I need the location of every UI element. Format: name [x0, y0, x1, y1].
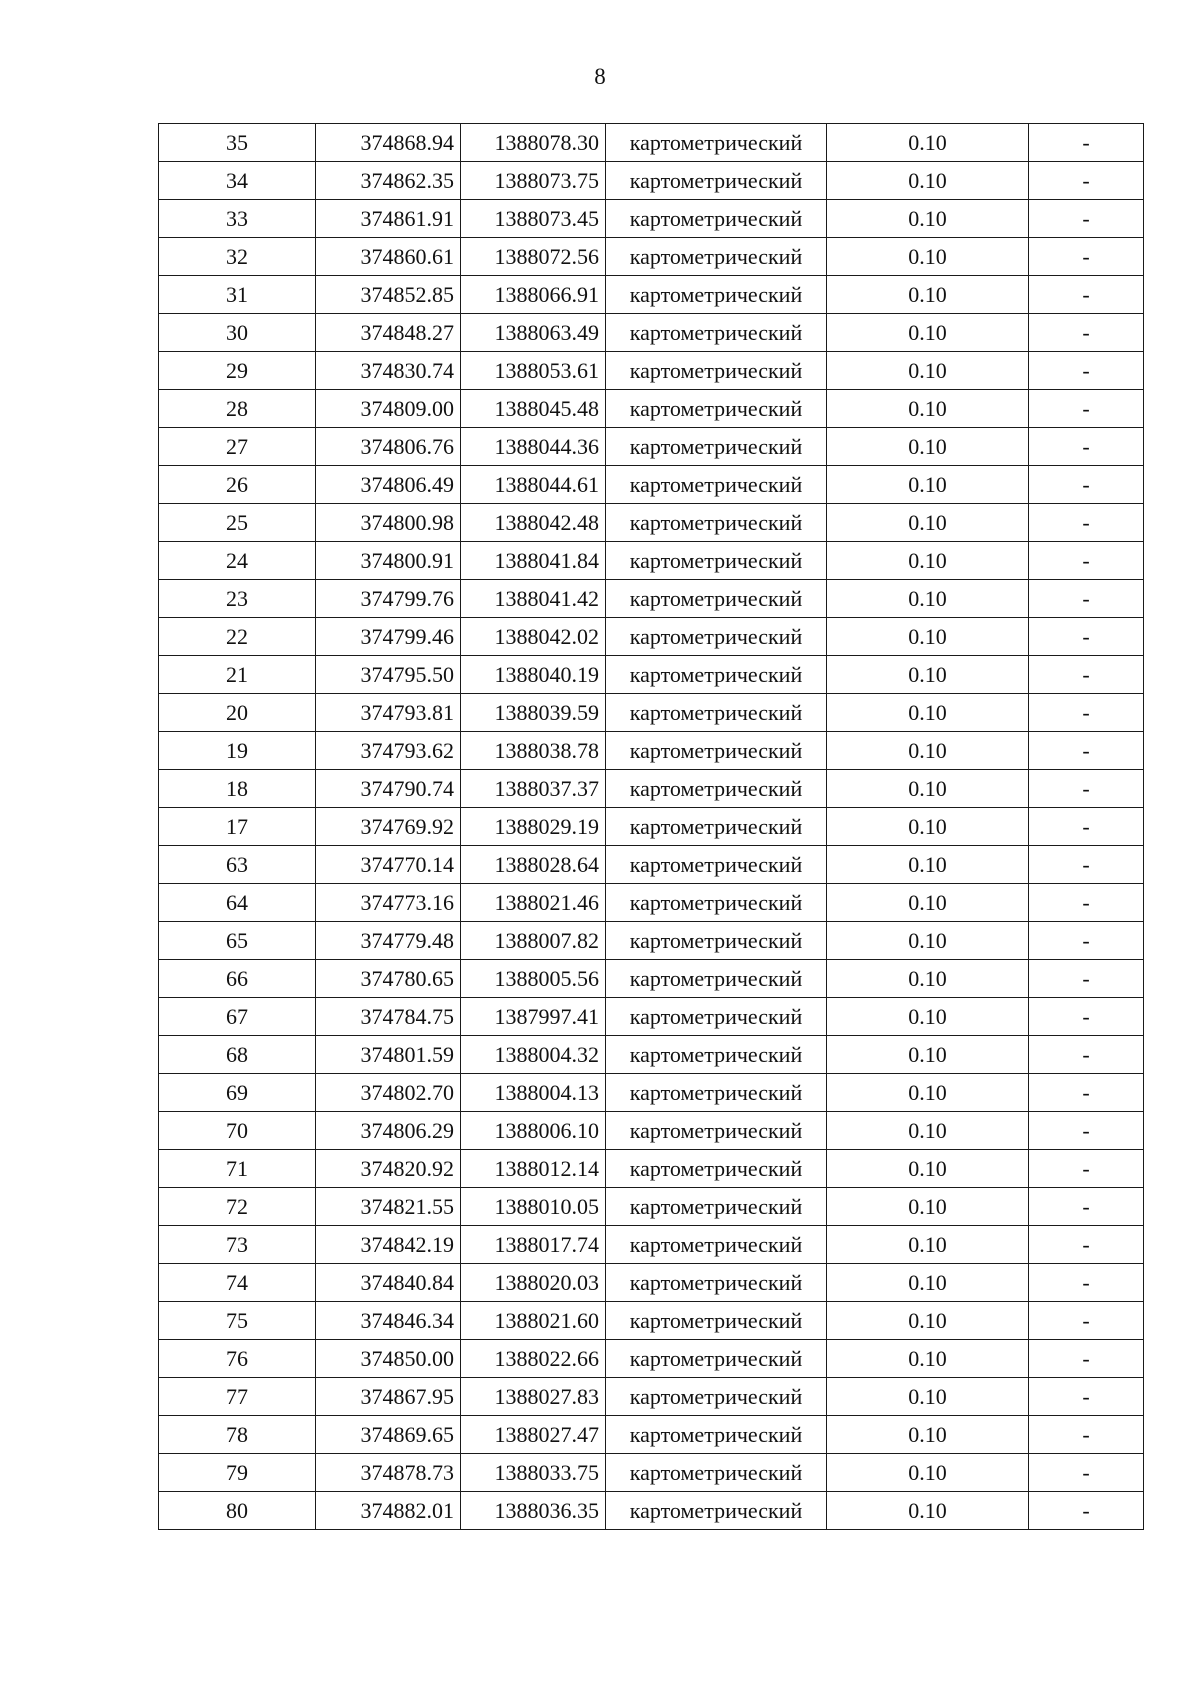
method-cell: картометрический [606, 1074, 827, 1112]
method-cell: картометрический [606, 504, 827, 542]
note-cell: - [1029, 390, 1144, 428]
method-cell: картометрический [606, 1492, 827, 1530]
x-coordinate-cell: 374820.92 [316, 1150, 461, 1188]
method-cell: картометрический [606, 808, 827, 846]
point-number-cell: 26 [159, 466, 316, 504]
table-row [159, 656, 1144, 694]
y-coordinate-cell: 1388039.59 [461, 694, 606, 732]
x-coordinate-cell: 374869.65 [316, 1416, 461, 1454]
x-coordinate-cell: 374806.49 [316, 466, 461, 504]
y-coordinate-cell: 1388021.60 [461, 1302, 606, 1340]
point-number-cell: 65 [159, 922, 316, 960]
point-number-cell: 78 [159, 1416, 316, 1454]
point-number-cell: 30 [159, 314, 316, 352]
x-coordinate-cell: 374821.55 [316, 1188, 461, 1226]
table-row [159, 732, 1144, 770]
y-coordinate-cell: 1388040.19 [461, 656, 606, 694]
accuracy-cell: 0.10 [827, 390, 1029, 428]
y-coordinate-cell: 1388007.82 [461, 922, 606, 960]
method-cell: картометрический [606, 960, 827, 998]
note-cell: - [1029, 1454, 1144, 1492]
x-coordinate-cell: 374806.76 [316, 428, 461, 466]
method-cell: картометрический [606, 770, 827, 808]
y-coordinate-cell: 1388072.56 [461, 238, 606, 276]
table-row [159, 466, 1144, 504]
x-coordinate-cell: 374769.92 [316, 808, 461, 846]
point-number-cell: 22 [159, 618, 316, 656]
point-number-cell: 67 [159, 998, 316, 1036]
x-coordinate-cell: 374800.91 [316, 542, 461, 580]
point-number-cell: 20 [159, 694, 316, 732]
method-cell: картометрический [606, 998, 827, 1036]
note-cell: - [1029, 238, 1144, 276]
y-coordinate-cell: 1388073.45 [461, 200, 606, 238]
coordinates-table-body [159, 124, 1144, 1530]
point-number-cell: 72 [159, 1188, 316, 1226]
table-row [159, 1492, 1144, 1530]
accuracy-cell: 0.10 [827, 770, 1029, 808]
accuracy-cell: 0.10 [827, 656, 1029, 694]
x-coordinate-cell: 374770.14 [316, 846, 461, 884]
method-cell: картометрический [606, 1150, 827, 1188]
point-number-cell: 28 [159, 390, 316, 428]
accuracy-cell: 0.10 [827, 504, 1029, 542]
y-coordinate-cell: 1388037.37 [461, 770, 606, 808]
point-number-cell: 24 [159, 542, 316, 580]
table-row [159, 1454, 1144, 1492]
table-row [159, 998, 1144, 1036]
point-number-cell: 18 [159, 770, 316, 808]
y-coordinate-cell: 1388041.84 [461, 542, 606, 580]
method-cell: картометрический [606, 732, 827, 770]
point-number-cell: 19 [159, 732, 316, 770]
y-coordinate-cell: 1388027.83 [461, 1378, 606, 1416]
y-coordinate-cell: 1388029.19 [461, 808, 606, 846]
y-coordinate-cell: 1388027.47 [461, 1416, 606, 1454]
point-number-cell: 21 [159, 656, 316, 694]
x-coordinate-cell: 374790.74 [316, 770, 461, 808]
method-cell: картометрический [606, 1226, 827, 1264]
x-coordinate-cell: 374773.16 [316, 884, 461, 922]
y-coordinate-cell: 1388044.36 [461, 428, 606, 466]
accuracy-cell: 0.10 [827, 200, 1029, 238]
note-cell: - [1029, 694, 1144, 732]
table-row [159, 1036, 1144, 1074]
note-cell: - [1029, 1036, 1144, 1074]
accuracy-cell: 0.10 [827, 732, 1029, 770]
y-coordinate-cell: 1388004.13 [461, 1074, 606, 1112]
x-coordinate-cell: 374793.81 [316, 694, 461, 732]
table-row [159, 390, 1144, 428]
method-cell: картометрический [606, 846, 827, 884]
x-coordinate-cell: 374878.73 [316, 1454, 461, 1492]
method-cell: картометрический [606, 466, 827, 504]
point-number-cell: 25 [159, 504, 316, 542]
table-row [159, 200, 1144, 238]
y-coordinate-cell: 1388045.48 [461, 390, 606, 428]
y-coordinate-cell: 1388078.30 [461, 124, 606, 162]
method-cell: картометрический [606, 162, 827, 200]
accuracy-cell: 0.10 [827, 1036, 1029, 1074]
y-coordinate-cell: 1388063.49 [461, 314, 606, 352]
method-cell: картометрический [606, 1112, 827, 1150]
accuracy-cell: 0.10 [827, 238, 1029, 276]
note-cell: - [1029, 504, 1144, 542]
x-coordinate-cell: 374795.50 [316, 656, 461, 694]
method-cell: картометрический [606, 428, 827, 466]
note-cell: - [1029, 1226, 1144, 1264]
table-row [159, 960, 1144, 998]
point-number-cell: 34 [159, 162, 316, 200]
accuracy-cell: 0.10 [827, 1416, 1029, 1454]
method-cell: картометрический [606, 542, 827, 580]
method-cell: картометрический [606, 1188, 827, 1226]
x-coordinate-cell: 374850.00 [316, 1340, 461, 1378]
note-cell: - [1029, 200, 1144, 238]
x-coordinate-cell: 374852.85 [316, 276, 461, 314]
table-row [159, 1150, 1144, 1188]
note-cell: - [1029, 1416, 1144, 1454]
method-cell: картометрический [606, 1264, 827, 1302]
table-row [159, 580, 1144, 618]
table-row [159, 618, 1144, 656]
page-number: 8 [594, 64, 606, 89]
y-coordinate-cell: 1388028.64 [461, 846, 606, 884]
table-row [159, 124, 1144, 162]
y-coordinate-cell: 1388021.46 [461, 884, 606, 922]
table-row [159, 276, 1144, 314]
method-cell: картометрический [606, 314, 827, 352]
x-coordinate-cell: 374799.46 [316, 618, 461, 656]
x-coordinate-cell: 374861.91 [316, 200, 461, 238]
y-coordinate-cell: 1388073.75 [461, 162, 606, 200]
note-cell: - [1029, 124, 1144, 162]
method-cell: картометрический [606, 580, 827, 618]
table-row [159, 1112, 1144, 1150]
method-cell: картометрический [606, 200, 827, 238]
y-coordinate-cell: 1388012.14 [461, 1150, 606, 1188]
table-row [159, 1264, 1144, 1302]
method-cell: картометрический [606, 1416, 827, 1454]
table-row [159, 504, 1144, 542]
point-number-cell: 29 [159, 352, 316, 390]
method-cell: картометрический [606, 276, 827, 314]
note-cell: - [1029, 922, 1144, 960]
note-cell: - [1029, 998, 1144, 1036]
method-cell: картометрический [606, 618, 827, 656]
method-cell: картометрический [606, 1302, 827, 1340]
table-row [159, 694, 1144, 732]
coordinates-table [158, 123, 1144, 1530]
point-number-cell: 75 [159, 1302, 316, 1340]
y-coordinate-cell: 1388042.48 [461, 504, 606, 542]
point-number-cell: 17 [159, 808, 316, 846]
point-number-cell: 63 [159, 846, 316, 884]
table-row [159, 846, 1144, 884]
accuracy-cell: 0.10 [827, 580, 1029, 618]
note-cell: - [1029, 618, 1144, 656]
table-row [159, 428, 1144, 466]
accuracy-cell: 0.10 [827, 1226, 1029, 1264]
x-coordinate-cell: 374780.65 [316, 960, 461, 998]
point-number-cell: 64 [159, 884, 316, 922]
table-row [159, 1074, 1144, 1112]
accuracy-cell: 0.10 [827, 1302, 1029, 1340]
x-coordinate-cell: 374779.48 [316, 922, 461, 960]
x-coordinate-cell: 374867.95 [316, 1378, 461, 1416]
note-cell: - [1029, 846, 1144, 884]
note-cell: - [1029, 1188, 1144, 1226]
table-row [159, 314, 1144, 352]
accuracy-cell: 0.10 [827, 542, 1029, 580]
x-coordinate-cell: 374800.98 [316, 504, 461, 542]
y-coordinate-cell: 1388053.61 [461, 352, 606, 390]
accuracy-cell: 0.10 [827, 846, 1029, 884]
x-coordinate-cell: 374862.35 [316, 162, 461, 200]
table-row [159, 884, 1144, 922]
x-coordinate-cell: 374799.76 [316, 580, 461, 618]
table-row [159, 1416, 1144, 1454]
y-coordinate-cell: 1388033.75 [461, 1454, 606, 1492]
point-number-cell: 79 [159, 1454, 316, 1492]
point-number-cell: 66 [159, 960, 316, 998]
note-cell: - [1029, 1074, 1144, 1112]
accuracy-cell: 0.10 [827, 428, 1029, 466]
table-row [159, 352, 1144, 390]
accuracy-cell: 0.10 [827, 1264, 1029, 1302]
y-coordinate-cell: 1388041.42 [461, 580, 606, 618]
note-cell: - [1029, 1340, 1144, 1378]
accuracy-cell: 0.10 [827, 162, 1029, 200]
table-row [159, 808, 1144, 846]
table-row [159, 1378, 1144, 1416]
table-row [159, 1340, 1144, 1378]
point-number-cell: 23 [159, 580, 316, 618]
method-cell: картометрический [606, 694, 827, 732]
accuracy-cell: 0.10 [827, 884, 1029, 922]
table-row [159, 1188, 1144, 1226]
note-cell: - [1029, 1492, 1144, 1530]
y-coordinate-cell: 1388010.05 [461, 1188, 606, 1226]
accuracy-cell: 0.10 [827, 1378, 1029, 1416]
method-cell: картометрический [606, 238, 827, 276]
accuracy-cell: 0.10 [827, 1112, 1029, 1150]
note-cell: - [1029, 466, 1144, 504]
table-row [159, 1226, 1144, 1264]
x-coordinate-cell: 374860.61 [316, 238, 461, 276]
note-cell: - [1029, 770, 1144, 808]
x-coordinate-cell: 374842.19 [316, 1226, 461, 1264]
point-number-cell: 71 [159, 1150, 316, 1188]
note-cell: - [1029, 580, 1144, 618]
note-cell: - [1029, 542, 1144, 580]
y-coordinate-cell: 1387997.41 [461, 998, 606, 1036]
y-coordinate-cell: 1388006.10 [461, 1112, 606, 1150]
accuracy-cell: 0.10 [827, 314, 1029, 352]
method-cell: картометрический [606, 1340, 827, 1378]
accuracy-cell: 0.10 [827, 276, 1029, 314]
accuracy-cell: 0.10 [827, 922, 1029, 960]
y-coordinate-cell: 1388036.35 [461, 1492, 606, 1530]
accuracy-cell: 0.10 [827, 1150, 1029, 1188]
method-cell: картометрический [606, 1378, 827, 1416]
note-cell: - [1029, 162, 1144, 200]
y-coordinate-cell: 1388004.32 [461, 1036, 606, 1074]
x-coordinate-cell: 374882.01 [316, 1492, 461, 1530]
note-cell: - [1029, 314, 1144, 352]
x-coordinate-cell: 374801.59 [316, 1036, 461, 1074]
x-coordinate-cell: 374802.70 [316, 1074, 461, 1112]
accuracy-cell: 0.10 [827, 960, 1029, 998]
y-coordinate-cell: 1388020.03 [461, 1264, 606, 1302]
method-cell: картометрический [606, 1036, 827, 1074]
method-cell: картометрический [606, 124, 827, 162]
method-cell: картометрический [606, 1454, 827, 1492]
method-cell: картометрический [606, 656, 827, 694]
method-cell: картометрический [606, 922, 827, 960]
point-number-cell: 35 [159, 124, 316, 162]
point-number-cell: 73 [159, 1226, 316, 1264]
y-coordinate-cell: 1388042.02 [461, 618, 606, 656]
note-cell: - [1029, 428, 1144, 466]
table-row [159, 238, 1144, 276]
point-number-cell: 31 [159, 276, 316, 314]
y-coordinate-cell: 1388022.66 [461, 1340, 606, 1378]
accuracy-cell: 0.10 [827, 1340, 1029, 1378]
table-row [159, 770, 1144, 808]
x-coordinate-cell: 374868.94 [316, 124, 461, 162]
accuracy-cell: 0.10 [827, 1454, 1029, 1492]
point-number-cell: 69 [159, 1074, 316, 1112]
y-coordinate-cell: 1388005.56 [461, 960, 606, 998]
note-cell: - [1029, 1378, 1144, 1416]
table-row [159, 922, 1144, 960]
x-coordinate-cell: 374830.74 [316, 352, 461, 390]
x-coordinate-cell: 374784.75 [316, 998, 461, 1036]
accuracy-cell: 0.10 [827, 1492, 1029, 1530]
note-cell: - [1029, 1150, 1144, 1188]
x-coordinate-cell: 374846.34 [316, 1302, 461, 1340]
point-number-cell: 74 [159, 1264, 316, 1302]
x-coordinate-cell: 374840.84 [316, 1264, 461, 1302]
note-cell: - [1029, 960, 1144, 998]
accuracy-cell: 0.10 [827, 694, 1029, 732]
x-coordinate-cell: 374809.00 [316, 390, 461, 428]
note-cell: - [1029, 352, 1144, 390]
note-cell: - [1029, 808, 1144, 846]
accuracy-cell: 0.10 [827, 1074, 1029, 1112]
note-cell: - [1029, 884, 1144, 922]
accuracy-cell: 0.10 [827, 466, 1029, 504]
point-number-cell: 68 [159, 1036, 316, 1074]
note-cell: - [1029, 732, 1144, 770]
point-number-cell: 33 [159, 200, 316, 238]
accuracy-cell: 0.10 [827, 124, 1029, 162]
y-coordinate-cell: 1388066.91 [461, 276, 606, 314]
point-number-cell: 32 [159, 238, 316, 276]
x-coordinate-cell: 374848.27 [316, 314, 461, 352]
note-cell: - [1029, 1264, 1144, 1302]
note-cell: - [1029, 1302, 1144, 1340]
point-number-cell: 80 [159, 1492, 316, 1530]
note-cell: - [1029, 276, 1144, 314]
accuracy-cell: 0.10 [827, 998, 1029, 1036]
y-coordinate-cell: 1388017.74 [461, 1226, 606, 1264]
table-row [159, 162, 1144, 200]
x-coordinate-cell: 374793.62 [316, 732, 461, 770]
note-cell: - [1029, 1112, 1144, 1150]
point-number-cell: 27 [159, 428, 316, 466]
point-number-cell: 77 [159, 1378, 316, 1416]
point-number-cell: 70 [159, 1112, 316, 1150]
method-cell: картометрический [606, 884, 827, 922]
accuracy-cell: 0.10 [827, 618, 1029, 656]
accuracy-cell: 0.10 [827, 352, 1029, 390]
y-coordinate-cell: 1388044.61 [461, 466, 606, 504]
table-row [159, 1302, 1144, 1340]
note-cell: - [1029, 656, 1144, 694]
accuracy-cell: 0.10 [827, 808, 1029, 846]
method-cell: картометрический [606, 390, 827, 428]
method-cell: картометрический [606, 352, 827, 390]
accuracy-cell: 0.10 [827, 1188, 1029, 1226]
x-coordinate-cell: 374806.29 [316, 1112, 461, 1150]
point-number-cell: 76 [159, 1340, 316, 1378]
y-coordinate-cell: 1388038.78 [461, 732, 606, 770]
table-row [159, 542, 1144, 580]
